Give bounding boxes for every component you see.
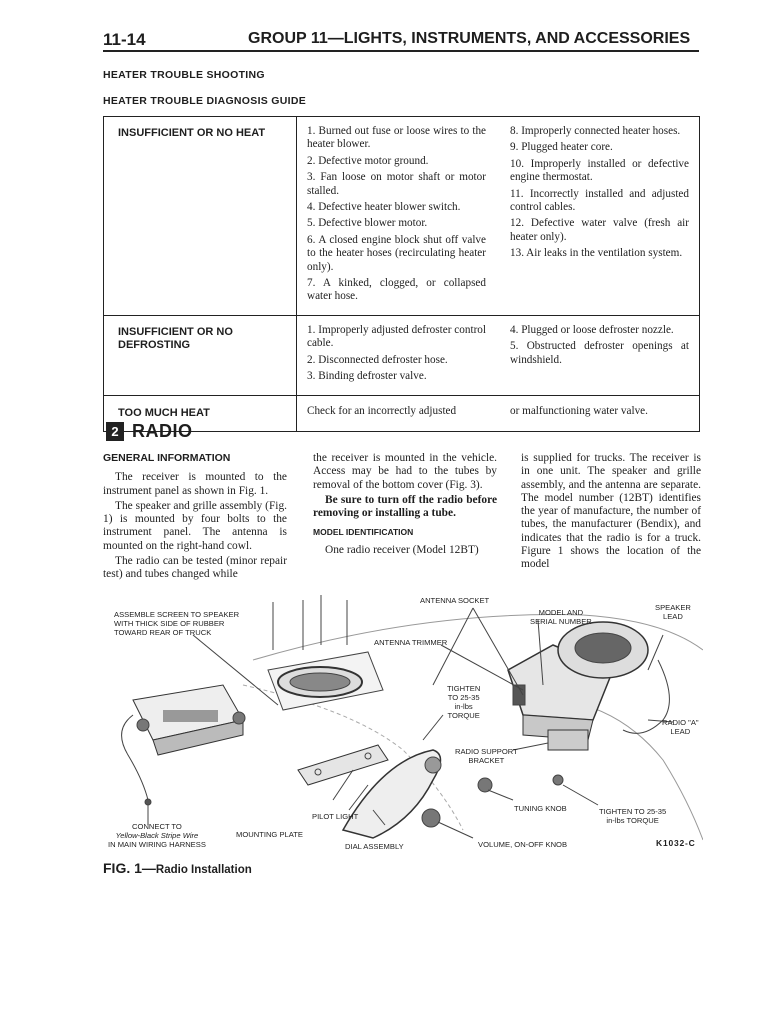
cause-item: 4. Plugged or loose defroster nozzle. <box>510 323 674 336</box>
table-row <box>104 395 700 431</box>
section-number-badge: 2 <box>106 422 124 441</box>
callout-line: TO 25-35 <box>447 693 480 702</box>
causes-cell <box>297 315 700 395</box>
warning-paragraph: Be sure to turn off the radio before removing or installing a tube. <box>313 493 497 520</box>
callout-tuning-knob: TUNING KNOB <box>514 804 567 813</box>
callout-assemble-screen <box>114 610 239 637</box>
callout-line: WITH THICK SIDE OF RUBBER <box>114 619 225 628</box>
caption-prefix: FIG. 1— <box>103 860 156 876</box>
condition-cell: INSUFFICIENT OR NO DEFROSTING <box>104 315 297 395</box>
causes-left-column <box>307 324 486 387</box>
callout-radio-a-lead <box>662 718 699 736</box>
cause-item: 5. Defective blower motor. <box>307 217 428 230</box>
callout-support-bracket <box>455 747 518 765</box>
cause-item: 3. Fan loose on motor shaft or motor stalled. <box>307 171 486 197</box>
paragraph: the receiver is mounted in the vehicle. Access may be had to the tubes by removal of the bottom cover (Fig. 3). <box>313 452 497 491</box>
model-id-heading: MODEL IDENTIFICATION <box>313 527 414 538</box>
page-number: 11-14 <box>103 30 146 49</box>
cause-item: or malfunctioning water valve. <box>510 404 648 417</box>
callout-line: IN MAIN WIRING HARNESS <box>108 840 206 849</box>
caption-text: Radio Installation <box>155 864 252 876</box>
cause-item: 13. Air leaks in the ventilation system. <box>510 247 683 260</box>
cause-item: 7. A kinked, clogged, or collapsed water hose. <box>307 277 486 303</box>
cause-item: 1. Improperly adjusted defroster control cable. <box>307 323 486 350</box>
cause-item: 11. Incorrectly installed and adjusted control cables. <box>510 187 689 214</box>
condition-cell: INSUFFICIENT OR NO HEAT <box>104 117 297 316</box>
cause-item: 9. Plugged heater core. <box>510 141 613 154</box>
causes-right-column <box>510 324 689 387</box>
callout-line: RADIO SUPPORT <box>455 747 518 756</box>
cause-item: 2. Defective motor ground. <box>307 154 429 167</box>
heater-section-title: HEATER TROUBLE SHOOTING <box>103 69 265 81</box>
cause-item: 10. Improperly installed or defective engine thermostat. <box>510 157 689 184</box>
figure-code: K1032-C <box>656 838 696 848</box>
table-row <box>104 117 700 316</box>
callout-line: BRACKET <box>468 756 505 765</box>
cause-item: 6. A closed engine block shut off valve to the heater hoses (recirculating heater only). <box>307 233 486 273</box>
callout-line: LEAD <box>663 612 683 621</box>
paragraph: The receiver is mounted to the instrument panel as shown in Fig. 1. <box>103 471 287 497</box>
callout-mounting-plate: MOUNTING PLATE <box>236 830 303 839</box>
condition-cell: TOO MUCH HEAT <box>104 395 297 431</box>
paragraph: The speaker and grille assembly (Fig. 1) is mounted by four bolts to the instrument panel. The antenna is mounted on the right-hand cowl. <box>103 499 287 552</box>
callout-speaker-lead <box>655 603 691 621</box>
paragraph: The radio can be tested (minor repair test) and tubes changed while <box>103 555 287 581</box>
callout-line: SERIAL NUMBER <box>530 617 592 626</box>
heater-guide-title: HEATER TROUBLE DIAGNOSIS GUIDE <box>103 95 307 107</box>
callout-antenna-socket: ANTENNA SOCKET <box>420 596 490 605</box>
callout-line: TIGHTEN TO 25-35 <box>599 807 667 816</box>
callout-line: CONNECT TO <box>132 822 182 831</box>
cause-item: 12. Defective water valve (fresh air heater only). <box>510 217 689 243</box>
callout-pilot-light: PILOT LIGHT <box>312 812 359 821</box>
callout-line: RADIO "A" <box>662 718 699 727</box>
callout-line: MODEL AND <box>538 608 584 617</box>
paragraph: is supplied for trucks. The receiver is in one unit. The speaker and grille assembly, and the antenna are separate. The model number (12BT) identifies the year of manufacture, the number of tubes, the manufacturer (Bendix), and indicates that the radio is for a truck. Figure 1 shows the location of the model <box>521 452 701 571</box>
cause-item: 4. Defective heater blower switch. <box>307 201 461 214</box>
callout-connect-to <box>108 822 206 849</box>
causes-right-column <box>510 405 689 421</box>
radio-text-column-2 <box>313 452 497 559</box>
causes-left-column <box>307 405 486 421</box>
radio-text-column-3 <box>521 452 701 574</box>
cause-item: 5. Obstructed defroster openings at windshield. <box>510 340 689 366</box>
cause-item: 3. Binding defroster valve. <box>307 370 427 383</box>
causes-cell <box>297 395 700 431</box>
radio-section-title: RADIO <box>132 421 193 441</box>
radio-text-column-1 <box>103 452 287 584</box>
group-title: GROUP 11—LIGHTS, INSTRUMENTS, AND ACCESSORIES <box>248 30 691 47</box>
callout-line: in-lbs <box>454 702 473 711</box>
figure-caption <box>103 860 252 876</box>
callout-antenna-trimmer: ANTENNA TRIMMER <box>374 638 448 647</box>
cause-item: 8. Improperly connected heater hoses. <box>510 125 681 137</box>
callout-line: LEAD <box>670 727 691 736</box>
general-info-heading: GENERAL INFORMATION <box>103 452 231 464</box>
callout-line: ASSEMBLE SCREEN TO SPEAKER <box>114 610 240 619</box>
causes-left-column <box>307 125 486 307</box>
causes-cell <box>297 117 700 316</box>
cause-item: 1. Burned out fuse or loose wires to the heater blower. <box>307 125 486 151</box>
callout-tighten-2 <box>599 807 666 825</box>
table-row <box>104 315 700 395</box>
callout-line: TOWARD REAR OF TRUCK <box>114 628 212 637</box>
paragraph: One radio receiver (Model 12BT) <box>325 543 479 556</box>
callout-line: TIGHTEN <box>447 684 481 693</box>
callout-volume-knob: VOLUME, ON-OFF KNOB <box>478 840 568 849</box>
cause-item: 2. Disconnected defroster hose. <box>307 353 448 366</box>
header-rule <box>103 50 699 52</box>
heater-diagnosis-table <box>103 116 700 432</box>
cause-item: Check for an incorrectly adjusted <box>307 404 457 417</box>
callout-line: in-lbs TORQUE <box>606 816 659 825</box>
callout-dial-assembly: DIAL ASSEMBLY <box>345 842 404 851</box>
callout-tighten-1 <box>447 684 480 720</box>
callout-model-serial <box>530 608 592 626</box>
callout-line: TORQUE <box>447 711 480 720</box>
callout-line: SPEAKER <box>655 603 691 612</box>
callout-line: Yellow-Black Stripe Wire <box>115 831 199 840</box>
causes-right-column <box>510 125 689 307</box>
